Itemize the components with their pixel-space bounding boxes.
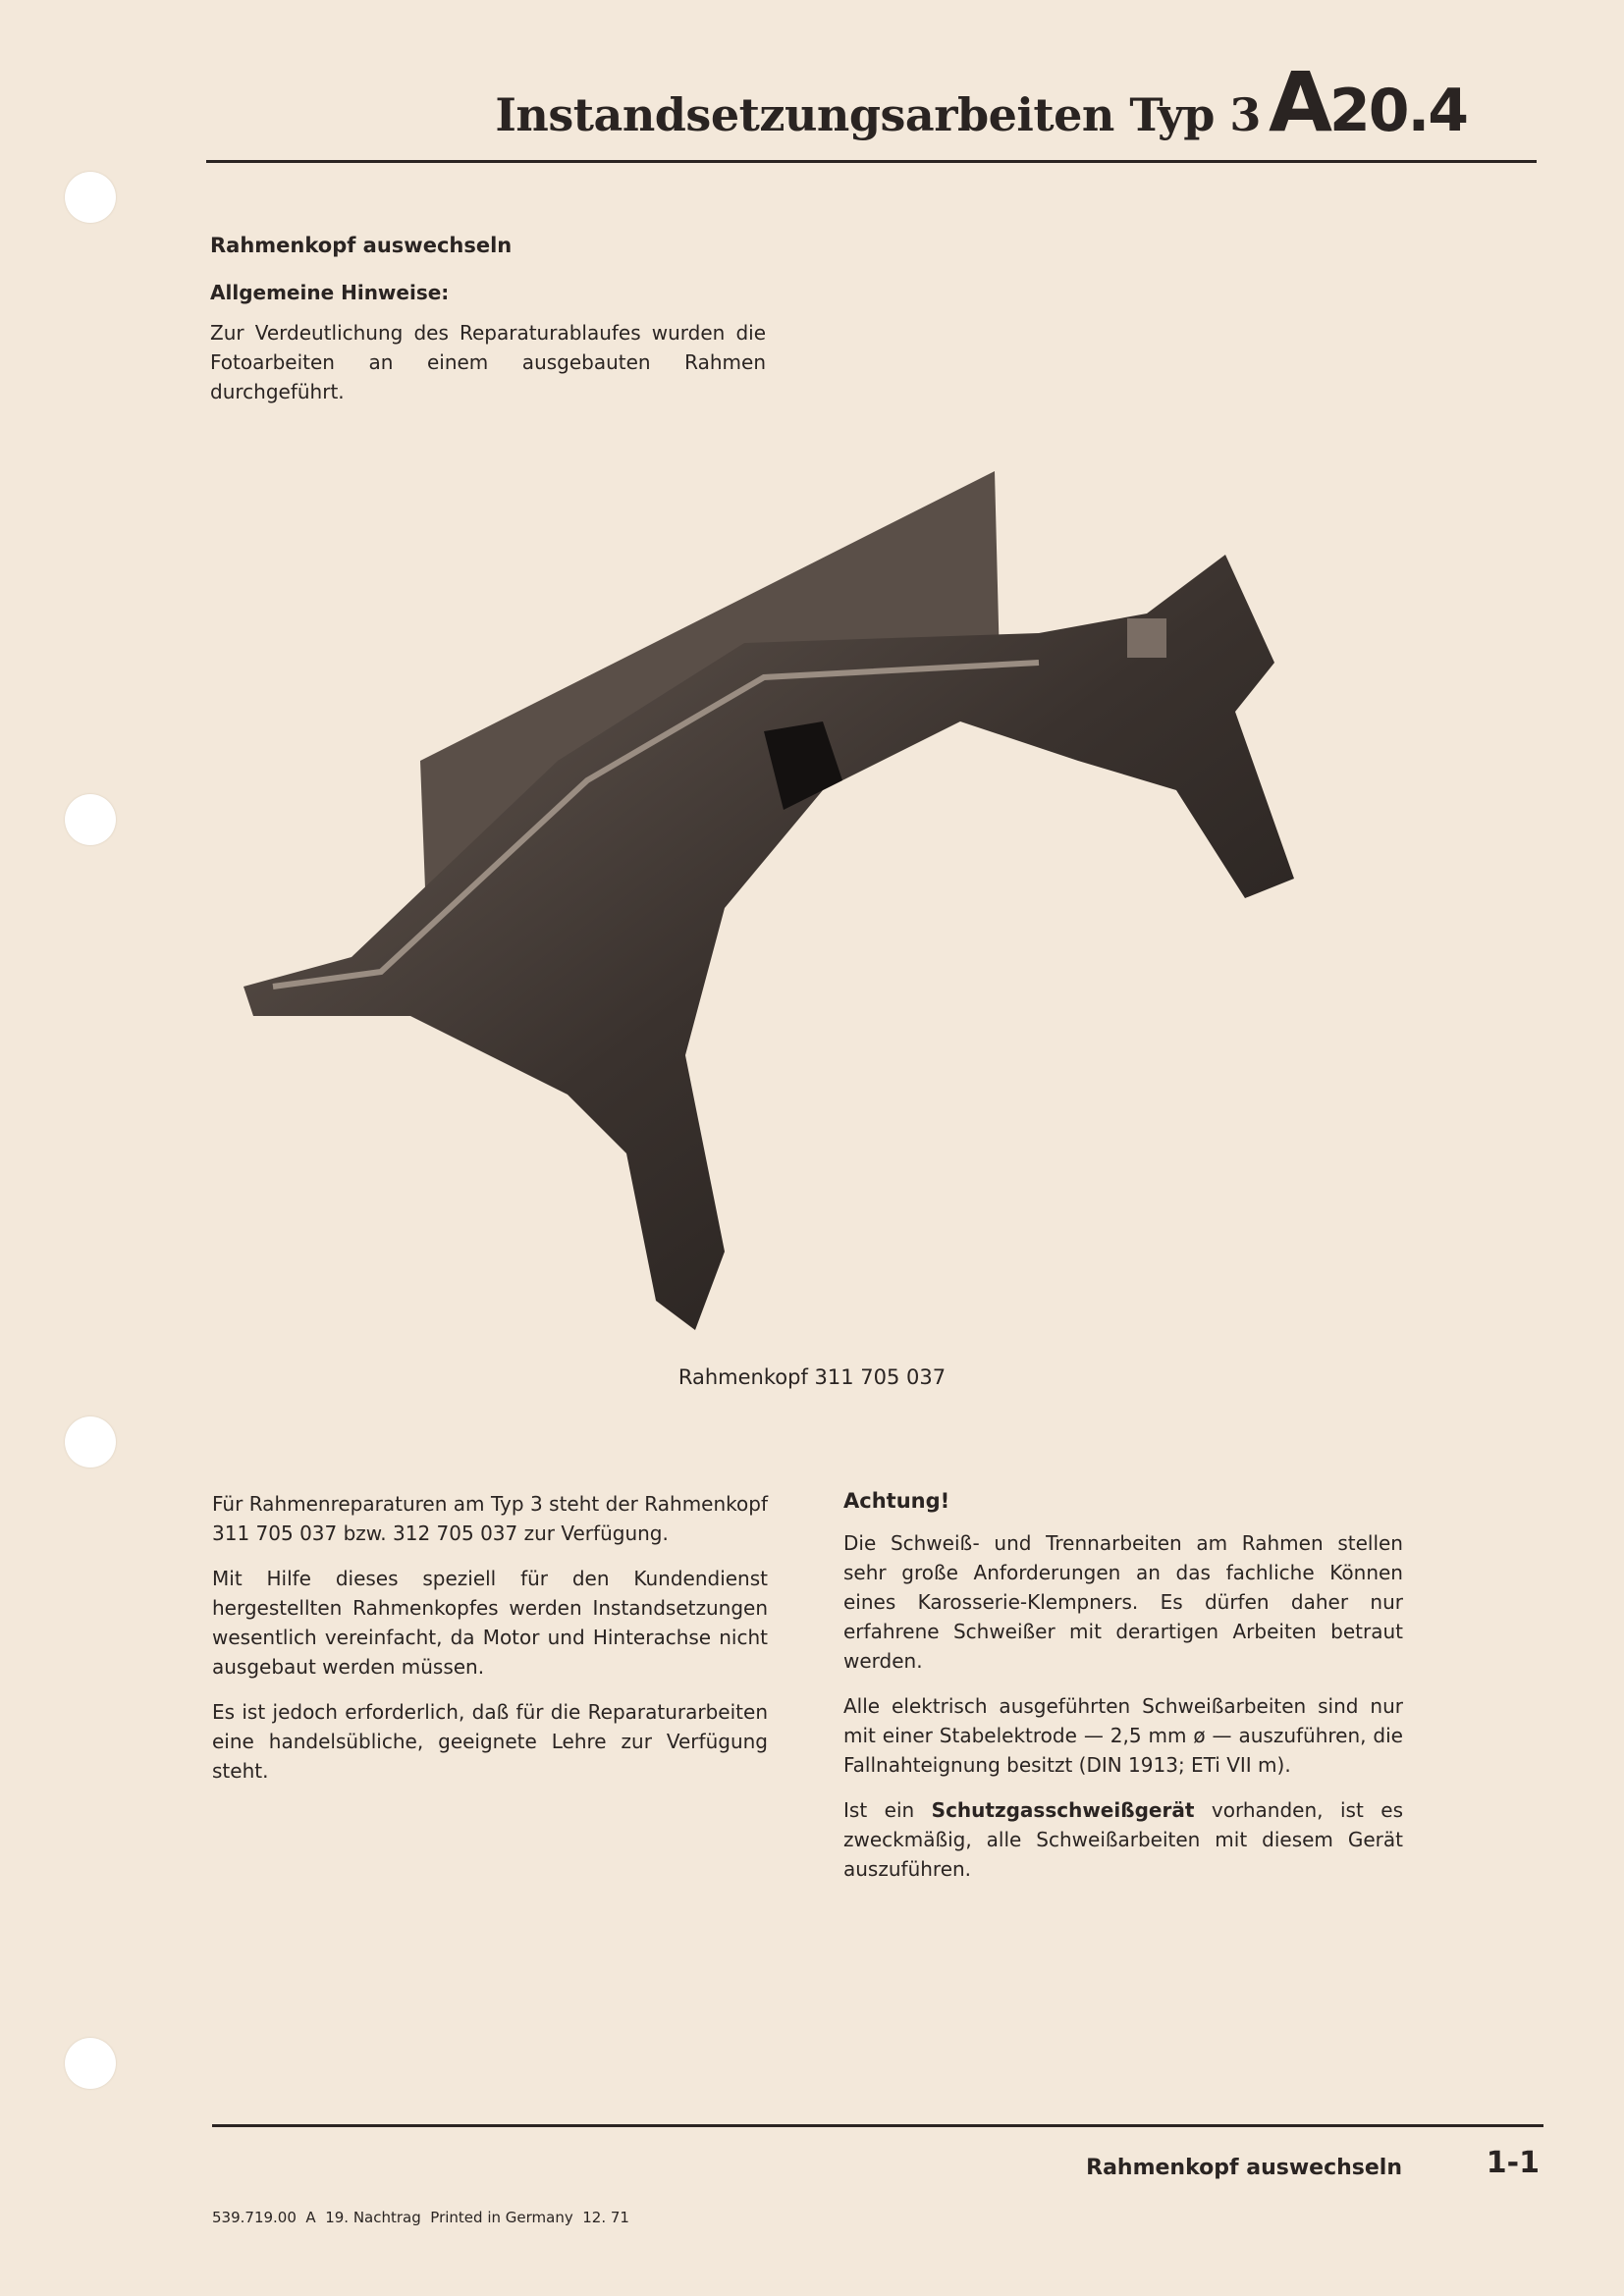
figure-caption: Rahmenkopf 311 705 037 xyxy=(677,1365,947,1389)
punch-hole xyxy=(65,2038,116,2089)
punch-hole xyxy=(65,1416,116,1468)
page-title: Instandsetzungsarbeiten Typ 3 xyxy=(495,88,1261,141)
punch-hole xyxy=(65,172,116,223)
warning-heading: Achtung! xyxy=(843,1489,950,1513)
intro-text: Zur Verdeutlichung des Reparaturablaufes wurden die Fotoarbeiten an einem ausgebauten Rahmen durchgeführt. xyxy=(210,321,766,403)
paragraph: Die Schweiß- und Trennarbeiten am Rahmen stellen sehr große Anforderungen an das fachliche Können eines Karosserie-Klempners. Es dürfen daher nur erfahrene Schweißer mit derartigen Arbeiten betraut werden. xyxy=(843,1531,1403,1673)
left-column xyxy=(212,1489,768,1801)
section-code: A20.4 xyxy=(1268,54,1467,150)
footer-rule xyxy=(212,2124,1543,2127)
header-rule xyxy=(206,160,1537,163)
page-number: 1-1 xyxy=(1486,2146,1540,2180)
punch-hole xyxy=(65,794,116,845)
paragraph: Es ist jedoch erforderlich, daß für die Reparaturarbeiten eine handelsübliche, geeignete Lehre zur Verfügung steht. xyxy=(212,1700,768,1783)
right-column xyxy=(843,1489,1403,1899)
footer-section-title: Rahmenkopf auswechseln xyxy=(1086,2156,1402,2180)
intro-section xyxy=(210,234,766,422)
page-header xyxy=(495,54,1467,150)
frame-head-photo xyxy=(234,466,1382,1350)
paragraph: Alle elektrisch ausgeführten Schweißarbeiten sind nur mit einer Stabelektrode — 2,5 mm ø — auszuführen, die Fallnahteignung besitzt (DIN 1913; ETi VII m). xyxy=(843,1694,1403,1777)
print-info: 539.719.00 A 19. Nachtrag Printed in Germany 12. 71 xyxy=(212,2209,629,2226)
paragraph: Mit Hilfe dieses speziell für den Kundendienst hergestellten Rahmenkopfes werden Instandsetzungen wesentlich vereinfacht, da Motor und Hinterachse nicht ausgebaut werden müssen. xyxy=(212,1567,768,1679)
paragraph: Für Rahmenreparaturen am Typ 3 steht der Rahmenkopf 311 705 037 bzw. 312 705 037 zur Verfügung. xyxy=(212,1492,768,1545)
subheading: Allgemeine Hinweise: xyxy=(210,281,450,304)
section-heading: Rahmenkopf auswechseln xyxy=(210,234,513,257)
paragraph: Ist ein Schutzgasschweißgerät vorhanden, ist es zweckmäßig, alle Schweißarbeiten mit diesem Gerät auszuführen. xyxy=(843,1798,1403,1881)
